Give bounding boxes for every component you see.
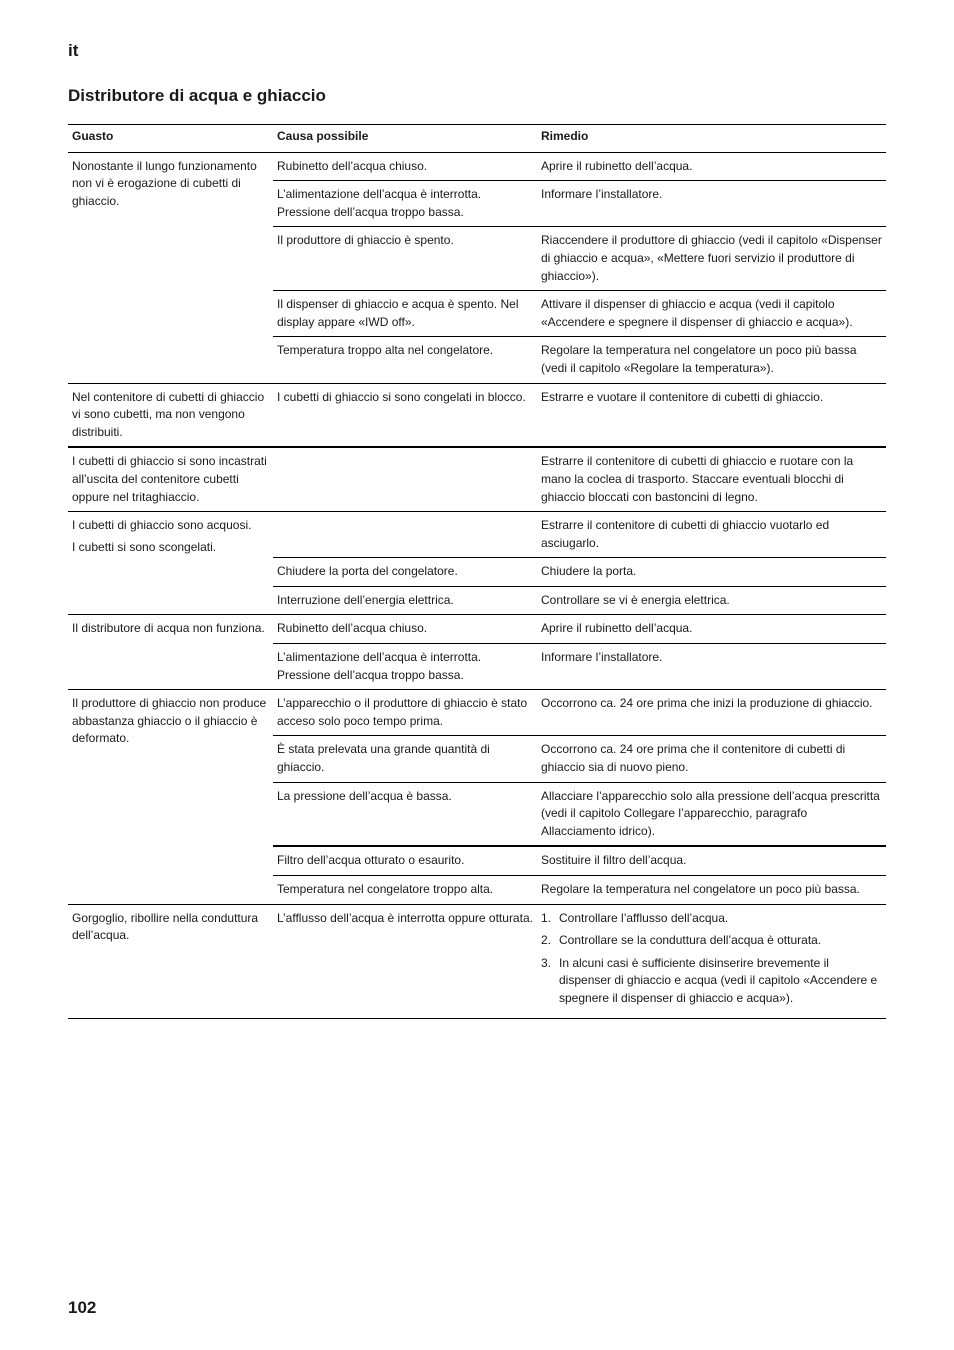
table-row	[68, 512, 886, 558]
column-header-cause: Causa possibile	[273, 125, 537, 153]
cause-cell: Filtro dell’acqua otturato o esaurito.	[273, 846, 537, 875]
remedy-cell: Sostituire il filtro dell’acqua.	[537, 846, 886, 875]
cause-cell: Il produttore di ghiaccio è spento.	[273, 227, 537, 291]
fault-cell: Nel contenitore di cubetti di ghiaccio vi sono cubetti, ma non vengono distribuiti.	[68, 383, 273, 447]
table-row	[68, 152, 886, 181]
page-number: 102	[68, 1298, 97, 1317]
cause-cell: Temperatura nel congelatore troppo alta.	[273, 876, 537, 905]
remedy-cell: Allacciare l’apparecchio solo alla pressione dell’acqua prescritta (vedi il capitolo Collegare l’apparecchio, paragrafo Allacciamento idrico).	[537, 782, 886, 846]
table-row	[68, 904, 886, 1018]
fault-cell: I cubetti di ghiaccio si sono incastrati all’uscita del contenitore cubetti oppure nel tritaghiaccio.	[68, 447, 273, 511]
table-row	[68, 383, 886, 447]
cause-cell	[273, 447, 537, 511]
page-title: Distributore di acqua e ghiaccio	[68, 86, 326, 105]
cause-cell: Rubinetto dell’acqua chiuso.	[273, 615, 537, 644]
cause-cell: L’apparecchio o il produttore di ghiaccio è stato acceso solo poco tempo prima.	[273, 690, 537, 736]
remedy-cell: Attivare il dispenser di ghiaccio e acqua (vedi il capitolo «Accendere e spegnere il dispenser di ghiaccio e acqua»).	[537, 291, 886, 337]
table-header-row	[68, 125, 886, 153]
remedy-cell: Estrarre il contenitore di cubetti di ghiaccio e ruotare con la mano la coclea di trasporto. Staccare eventuali blocchi di ghiaccio bloccati con bastoncini di legno.	[537, 447, 886, 511]
cause-cell: I cubetti di ghiaccio si sono congelati in blocco.	[273, 383, 537, 447]
remedy-cell: Estrarre il contenitore di cubetti di ghiaccio vuotarlo ed asciugarlo.	[537, 512, 886, 558]
remedy-cell: Aprire il rubinetto dell’acqua.	[541, 158, 693, 173]
remedy-step: 3. In alcuni casi è sufficiente disinserire brevemente il dispenser di ghiaccio e acqua (vedi il capitolo «Accendere e spegnere il dispenser di ghiaccio e acqua»).	[541, 955, 878, 1005]
cause-cell: Chiudere la porta del congelatore.	[273, 558, 537, 587]
table-row	[68, 447, 886, 511]
fault-cell: Nonostante il lungo funzionamento non vi è erogazione di cubetti di ghiaccio.	[68, 152, 273, 383]
fault-cell: Il produttore di ghiaccio non produce abbastanza ghiaccio o il ghiaccio è deformato.	[68, 690, 273, 904]
remedy-cell: Riaccendere il produttore di ghiaccio (vedi il capitolo «Dispenser di ghiaccio e acqua», «Mettere fuori servizio il produttore di ghiaccio»).	[537, 227, 886, 291]
fault-cell: Gorgoglio, ribollire nella conduttura dell’acqua.	[68, 904, 273, 1018]
remedy-step: 2. Controllare se la conduttura dell’acqua è otturata.	[541, 933, 822, 948]
remedy-step: 1. Controllare l’afflusso dell’acqua.	[541, 910, 729, 925]
column-header-fault: Guasto	[68, 125, 273, 153]
cause-cell: L’afflusso dell’acqua è interrotta oppure otturata.	[273, 904, 537, 1018]
remedy-cell: Regolare la temperatura nel congelatore un poco più bassa.	[537, 876, 886, 905]
remedy-cell: Informare l’installatore.	[537, 644, 886, 690]
cause-cell: L’alimentazione dell’acqua è interrotta. Pressione dell’acqua troppo bassa.	[273, 181, 537, 227]
remedy-cell: Estrarre e vuotare il contenitore di cubetti di ghiaccio.	[537, 383, 886, 447]
remedy-cell	[537, 904, 886, 1018]
cause-cell: È stata prelevata una grande quantità di ghiaccio.	[273, 736, 537, 782]
remedy-cell: Regolare la temperatura nel congelatore un poco più bassa (vedi il capitolo «Regolare la temperatura»).	[537, 337, 886, 383]
remedy-steps	[541, 910, 882, 1008]
remedy-cell: Controllare se vi è energia elettrica.	[537, 586, 886, 615]
fault-text: I cubetti di ghiaccio sono acquosi.	[72, 518, 252, 533]
remedy-cell: Occorrono ca. 24 ore prima che il contenitore di cubetti di ghiaccio sia di nuovo pieno.	[537, 736, 886, 782]
troubleshooting-table	[68, 124, 886, 1019]
cause-cell: Temperatura troppo alta nel congelatore.	[273, 337, 537, 383]
fault-text: I cubetti si sono scongelati.	[72, 539, 217, 554]
remedy-cell: Chiudere la porta.	[537, 558, 886, 587]
cause-cell: Interruzione dell’energia elettrica.	[273, 586, 537, 615]
column-header-remedy: Rimedio	[537, 125, 886, 153]
cause-cell: Rubinetto dell’acqua chiuso.	[277, 158, 428, 173]
table-row	[68, 690, 886, 736]
language-code: it	[68, 41, 79, 60]
cause-cell: La pressione dell’acqua è bassa.	[273, 782, 537, 846]
remedy-cell: Occorrono ca. 24 ore prima che inizi la produzione di ghiaccio.	[537, 690, 886, 736]
remedy-cell: Aprire il rubinetto dell’acqua.	[537, 615, 886, 644]
fault-cell	[68, 512, 273, 615]
cause-cell: L’alimentazione dell’acqua è interrotta. Pressione dell’acqua troppo bassa.	[273, 644, 537, 690]
remedy-cell: Informare l’installatore.	[537, 181, 886, 227]
table-row	[68, 615, 886, 644]
fault-cell: Il distributore di acqua non funziona.	[68, 615, 273, 690]
cause-cell: Il dispenser di ghiaccio e acqua è spento. Nel display appare «IWD off».	[273, 291, 537, 337]
cause-cell	[273, 512, 537, 558]
